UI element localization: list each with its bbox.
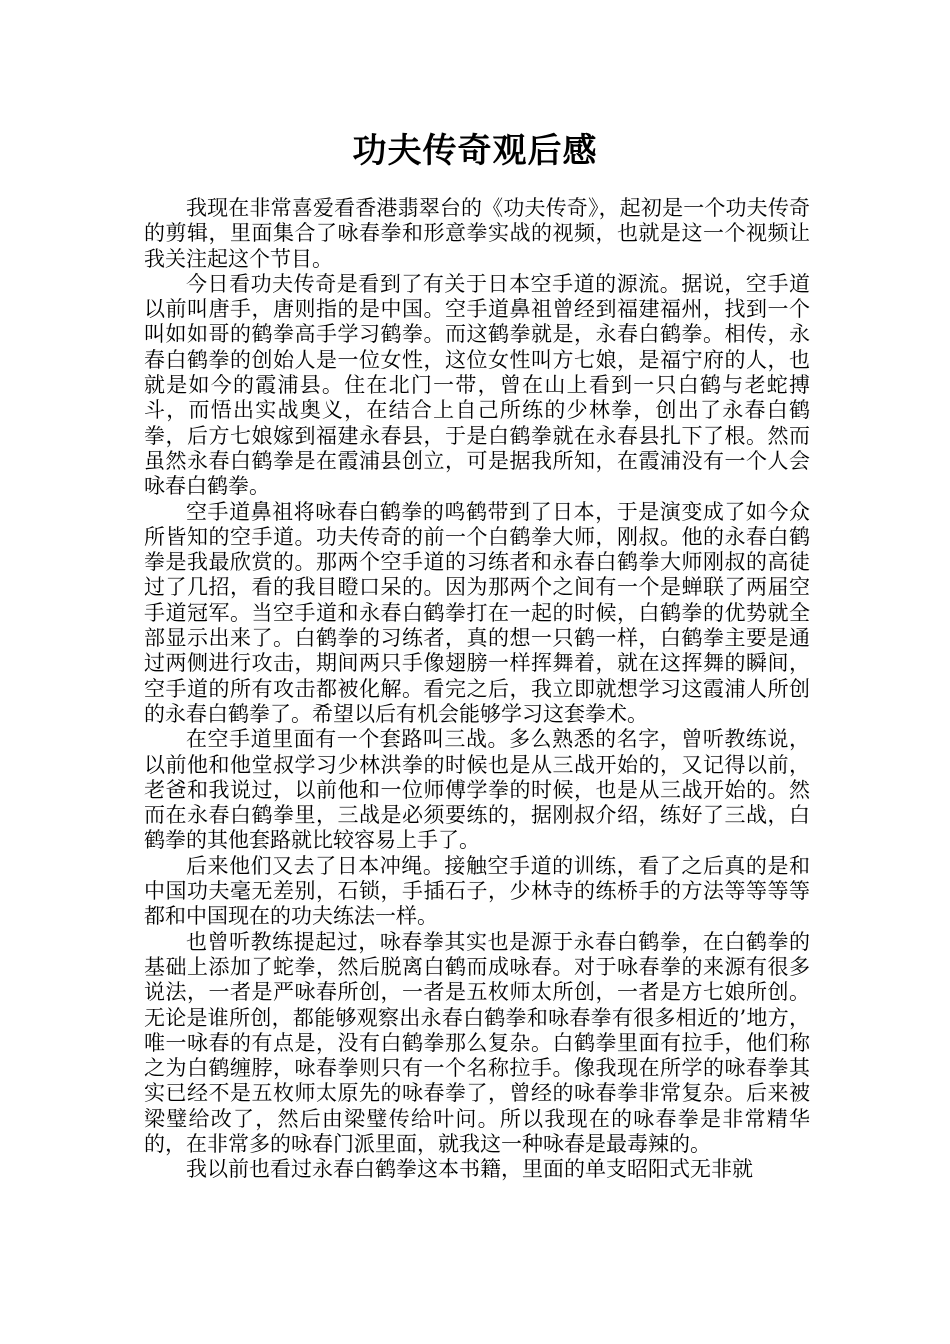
paragraph-4: 在空手道里面有一个套路叫三战。多么熟悉的名字，曾听教练说，以前他和他堂叔学习少林洪拳的时候也是从三战开始的，又记得以前，老爸和我说过，以前他和一位师傅学拳的时候，也是从三战开始的。然而在永春白鹤拳里，三战是必须要练的，据刚叔介绍，练好了三战，白鹤拳的其他套路就比较容易上手了。 <box>144 727 810 853</box>
paragraph-7: 我以前也看过永春白鹤拳这本书籍，里面的单支昭阳式无非就 <box>186 1157 753 1182</box>
document-body <box>144 196 810 1183</box>
paragraph-6: 也曾听教练提起过，咏春拳其实也是源于永春白鹤拳，在白鹤拳的基础上添加了蛇拳，然后脱离白鹤而成咏春。对于咏春拳的来源有很多说法，一者是严咏春所创，一者是五枚师太所创，一者是方七娘所创。无论是谁所创，都能够观察出永春白鹤拳和咏春拳有很多相近的’地方，唯一咏春的有点是，没有白鹤拳那么复杂。白鹤拳里面有拉手，他们称之为白鹤缠脖，咏春拳则只有一个名称拉手。像我现在所学的咏春拳其实已经不是五枚师太原先的咏春拳了，曾经的咏春拳非常复杂。后来被梁璧给改了，然后由梁璧传给叶问。所以我现在的咏春拳是非常精华的，在非常多的咏春门派里面，就我这一种咏春是最毒辣的。 <box>144 929 810 1156</box>
page-title: 功夫传奇观后感 <box>352 131 598 171</box>
paragraph-5: 后来他们又去了日本冲绳。接触空手道的训练，看了之后真的是和中国功夫毫无差别，石锁，手插石子，少林寺的练桥手的方法等等等等都和中国现在的功夫练法一样。 <box>144 853 810 929</box>
paragraph-3: 空手道鼻祖将咏春白鹤拳的鸣鹤带到了日本，于是演变成了如今众所皆知的空手道。功夫传奇的前一个白鹤拳大师，刚叔。他的永春白鹤拳是我最欣赏的。那两个空手道的习练者和永春白鹤拳大师刚叔的高徒过了几招，看的我目瞪口呆的。因为那两个之间有一个是蝉联了两届空手道冠军。当空手道和永春白鹤拳打在一起的时候，白鹤拳的优势就全部显示出来了。白鹤拳的习练者，真的想一只鹤一样，白鹤拳主要是通过两侧进行攻击，期间两只手像翅膀一样挥舞着，就在这挥舞的瞬间，空手道的所有攻击都被化解。看完之后，我立即就想学习这霞浦人所创的永春白鹤拳了。希望以后有机会能够学习这套拳术。 <box>144 499 810 726</box>
paragraph-1: 我现在非常喜爱看香港翡翠台的《功夫传奇》，起初是一个功夫传奇的剪辑，里面集合了咏春拳和形意拳实战的视频，也就是这一个视频让我关注起这个节目。 <box>144 196 810 271</box>
paragraph-2: 今日看功夫传奇是看到了有关于日本空手道的源流。据说，空手道以前叫唐手，唐则指的是中国。空手道鼻祖曾经到福建福州，找到一个叫如如哥的鹤拳高手学习鹤拳。而这鹤拳就是，永春白鹤拳。相传，永春白鹤拳的创始人是一位女性，这位女性叫方七娘，是福宁府的人，也就是如今的霞浦县。住在北门一带，曾在山上看到一只白鹤与老蛇搏斗，而悟出实战奥义，在结合上自己所练的少林拳，创出了永春白鹤拳，后方七娘嫁到福建永春县，于是白鹤拳就在永春县扎下了根。然而虽然永春白鹤拳是在霞浦县创立，可是据我所知，在霞浦没有一个人会咏春白鹤拳。 <box>144 271 810 499</box>
